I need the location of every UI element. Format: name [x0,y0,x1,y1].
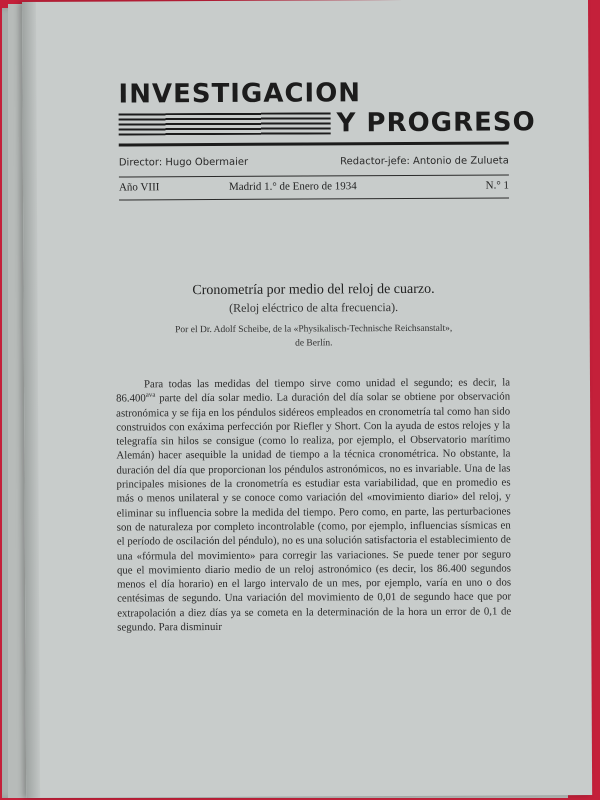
director-credit: Director: Hugo Obermaier [118,156,249,169]
masthead-line-1: INVESTIGACION [118,78,362,110]
journal-page [22,0,592,798]
issue-number: N.° 1 [485,179,509,192]
masthead-decorative-bars [119,112,331,135]
byline-line-1: Por el Dr. Adolf Scheibe, de la «Physikalisch-Technische Reichsanstalt», [175,323,453,336]
article-subtitle: (Reloj eléctrico de alta frecuencia). [229,300,399,315]
issue-rule-top [119,174,509,177]
body-text-start: Para todas las medidas del tiempo sirve como unidad el segundo; es decir, la 86.400 [116,376,511,405]
byline-line-2: de Berlín. [295,338,333,349]
issue-line [119,179,509,197]
body-text-rest: parte del día solar medio. La duración del día solar se obtiene por observación astronómica y se fija en los péndulos sidéreos empleados en cronometría tal como han sido construidos con exáxima perfección por Riefler y Short. Con la ayuda de estos relojes y la telegrafía sin hilos se consigue (como lo realiza, por ejemplo, el Observatorio marítimo Alemán) hacer asequible la unidad de tiempo a la técnica cronométrica. No obstante, la duración del día que proporcionan los péndulos astronómicos, no es invariable. Una de las principales misiones de la cronometría es estudiar esta variabilidad, que en promedio es más o menos unilateral y se conoce como variación del «movimiento diario» del reloj, y eliminar su influencia sobre la medida del tiempo. Pero como, en parte, las perturbaciones son de naturaleza por completo incontrolable (como, por ejemplo, influencias sísmicas en el período de oscilación del péndulo), no es una solución satisfactoria el establecimiento de una «fórmula del movimiento» para corregir las variaciones. Se puede tener por seguro que el movimiento diario medio de un reloj astronómico (es decir, los 86.400 segundos menos el día horario) en el largo intervalo de un mes, por ejemplo, varía en uno o dos centésimas de segundo. Una variación del movimiento de 0,01 de segundo hace que por extrapolación a diez días ya se cometa en la determinación de la hora un error de 0,1 de segundo. Para disminuir [116,390,512,634]
masthead-line-2: Y PROGRESO [336,107,536,139]
masthead [118,78,536,141]
article-body [116,375,512,697]
masthead-rule [119,141,509,146]
staff-line [119,155,509,171]
ordinal-superscript: ava [145,391,156,400]
issue-rule-bottom [119,197,509,200]
issue-date: Madrid 1.° de Enero de 1934 [228,180,357,193]
article-title: Cronometría por medio del reloj de cuarzo. [192,281,435,299]
article-byline [114,321,514,351]
editor-credit: Redactor-jefe: Antonio de Zulueta [340,155,509,168]
page-spine [22,2,40,798]
issue-year: Año VIII [118,181,160,194]
